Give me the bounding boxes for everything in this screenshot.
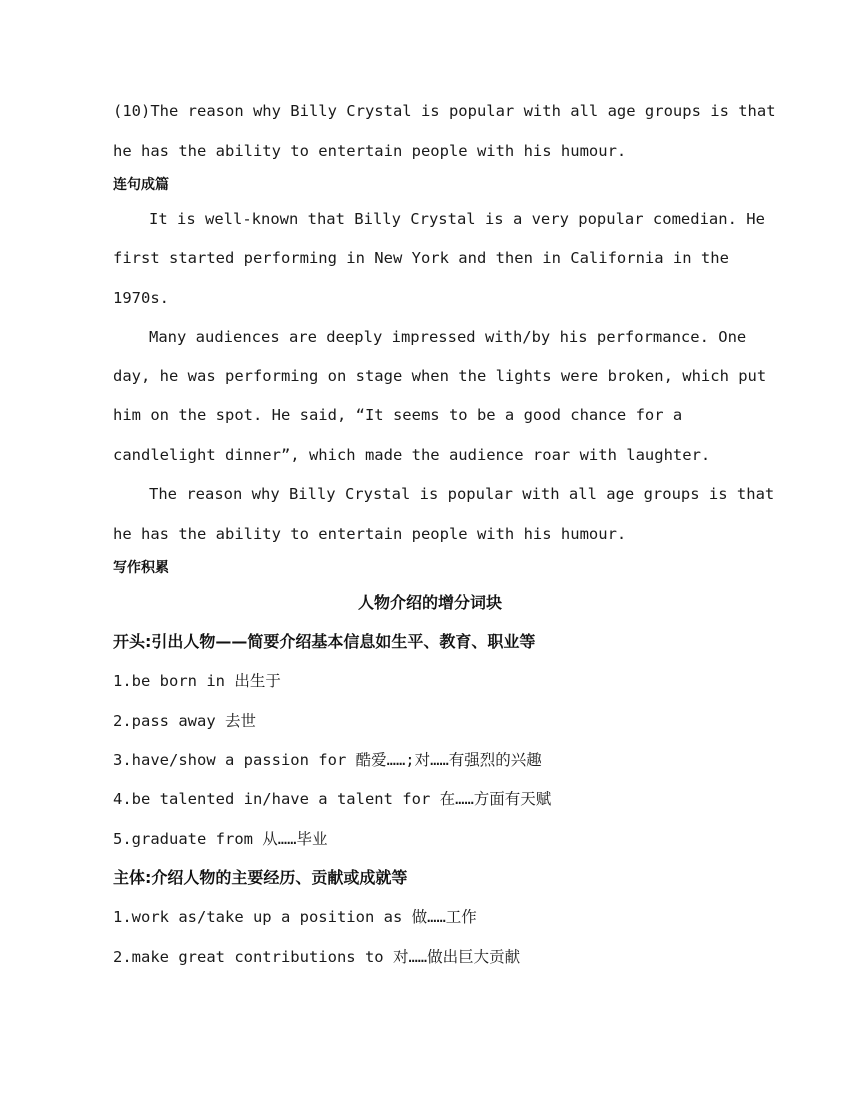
paragraph-2-line-2: day, he was performing on stage when the lights were broken, which put (113, 367, 767, 385)
paragraph-2-line-1: Many audiences are deeply impressed with/by his performance. One (149, 328, 747, 346)
opening-item-4: 4.be talented in/have a talent for 在……方面有天赋 (113, 790, 552, 808)
paragraph-3-line-2: he has the ability to entertain people with his humour. (113, 525, 627, 543)
opening-item-5: 5.graduate from 从……毕业 (113, 830, 328, 848)
paragraph-1-line-2: first started performing in New York and then in California in the (113, 249, 729, 267)
paragraph-2-line-3: him on the spot. He said, “It seems to be a good chance for a (113, 406, 683, 424)
opening-item-1: 1.be born in 出生于 (113, 672, 281, 690)
paragraph-2-line-4: candlelight dinner”, which made the audience roar with laughter. (113, 446, 711, 464)
item-10-line-2: he has the ability to entertain people with his humour. (113, 142, 627, 160)
item-10-line-1: (10)The reason why Billy Crystal is popular with all age groups is that (113, 102, 776, 120)
body-item-2: 2.make great contributions to 对……做出巨大贡献 (113, 948, 521, 966)
writing-title: 人物介绍的增分词块 (357, 593, 502, 612)
section-heading-lianju: 连句成篇 (113, 177, 169, 193)
opening-item-2: 2.pass away 去世 (113, 712, 256, 730)
paragraph-3-line-1: The reason why Billy Crystal is popular with all age groups is that (149, 485, 775, 503)
paragraph-1-line-3: 1970s. (113, 289, 169, 307)
body-item-1: 1.work as/take up a position as 做……工作 (113, 908, 477, 926)
opening-item-3: 3.have/show a passion for 酷爱……;对……有强烈的兴趣 (113, 751, 542, 769)
body-heading: 主体:介绍人物的主要经历、贡献或成就等 (113, 868, 408, 887)
paragraph-1-line-1: It is well-known that Billy Crystal is a very popular comedian. He (149, 210, 765, 228)
opening-heading: 开头:引出人物——简要介绍基本信息如生平、教育、职业等 (113, 632, 536, 651)
section-heading-xiezuo: 写作积累 (113, 560, 169, 576)
